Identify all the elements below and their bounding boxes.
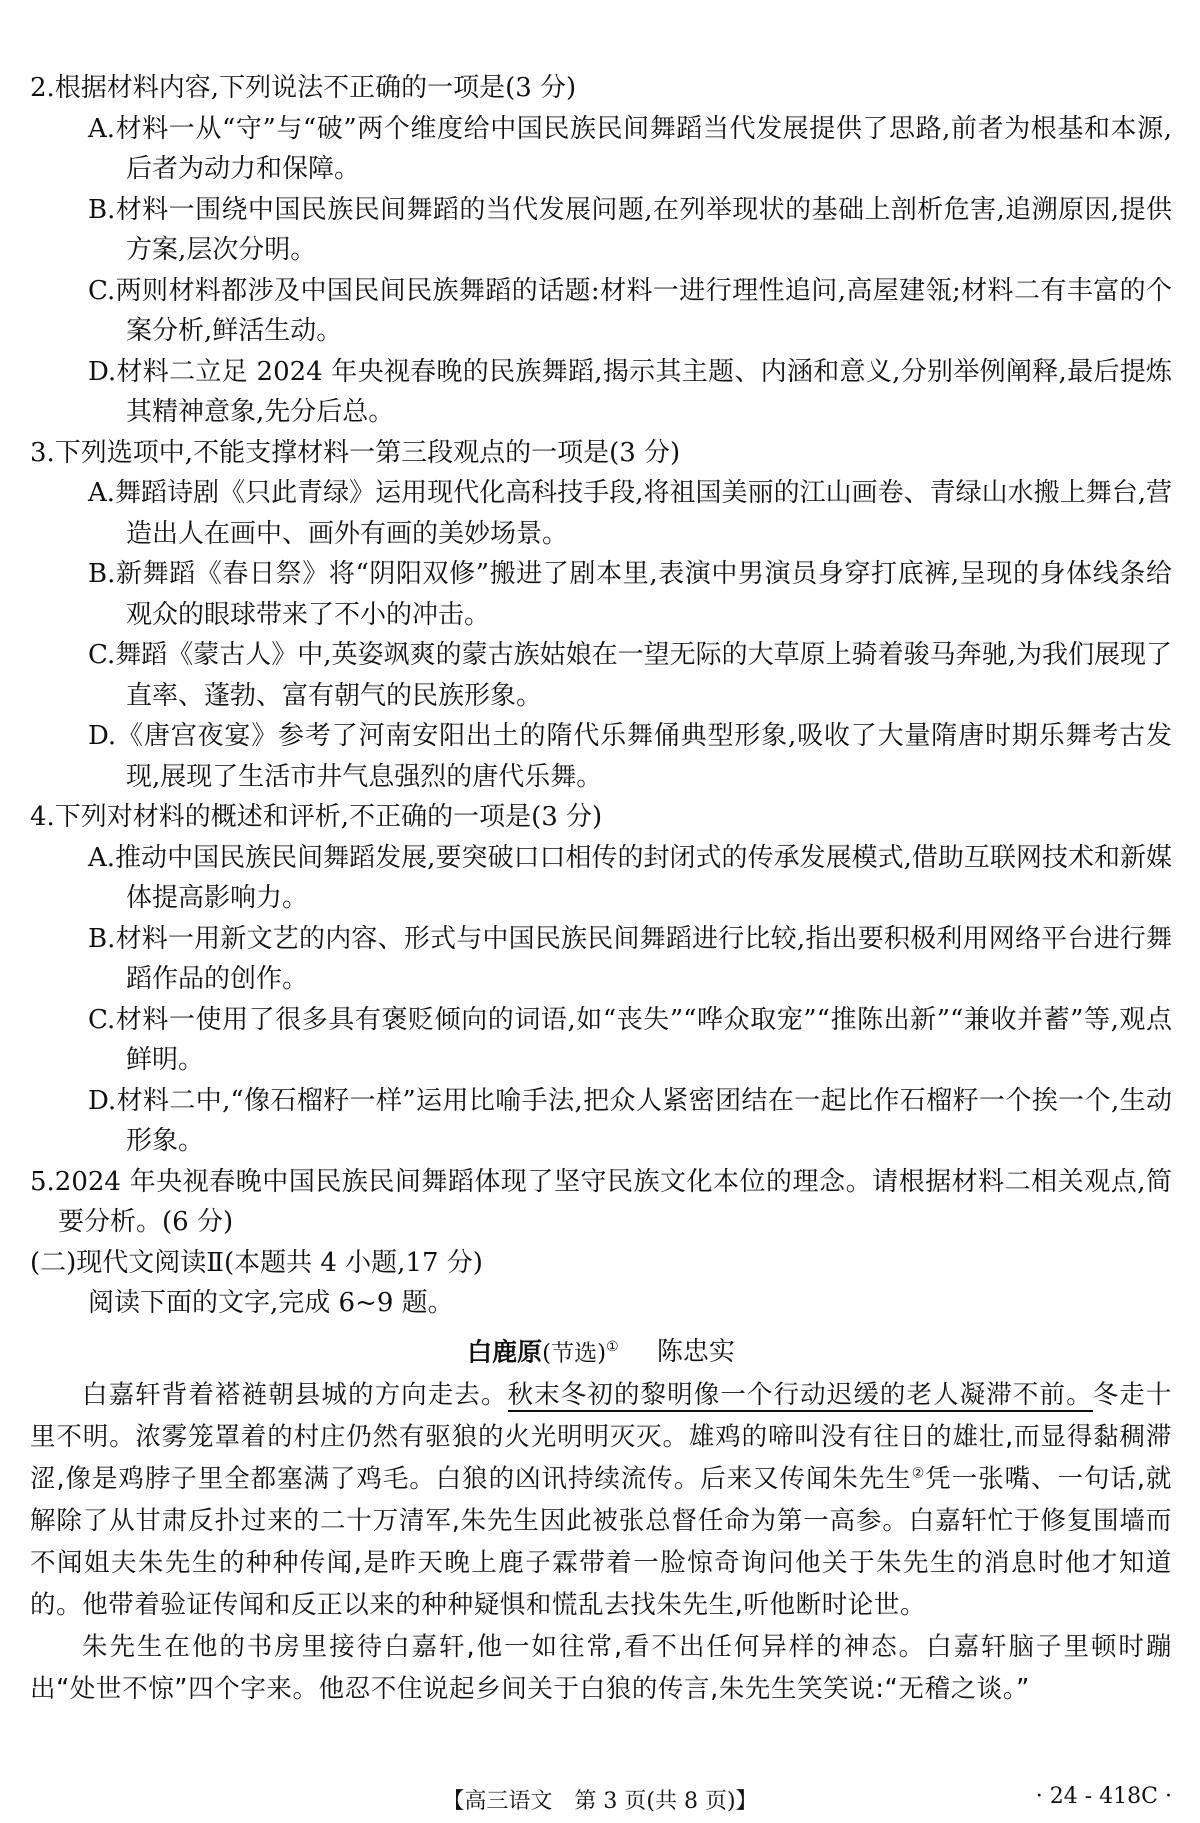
- underlined-sentence: 秋末冬初的黎明像一个行动迟缓的老人凝滞不前。: [507, 1380, 1093, 1411]
- question-stem: 5.2024 年央视春晚中国民族民间舞蹈体现了坚守民族文化本位的理念。请根据材料二相关观点,简要分析。(6 分): [30, 1166, 1172, 1237]
- option-d: D.材料二立足 2024 年央视春晚的民族舞蹈,揭示其主题、内涵和意义,分别举例阐释,最后提炼其精神意象,先分后总。: [88, 356, 1172, 427]
- section-heading: (二)现代文阅读Ⅱ(本题共 4 小题,17 分): [30, 1247, 483, 1278]
- question-4: [30, 797, 1172, 1162]
- option-d: D.《唐宫夜宴》参考了河南安阳出土的隋代乐舞俑典型形象,吸收了大量隋唐时期乐舞考古发现,展现了生活市井气息强烈的唐代乐舞。: [88, 721, 1172, 792]
- option-c: C.材料一使用了很多具有褒贬倾向的词语,如“丧失”“哗众取宠”“推陈出新”“兼收并蓄”等,观点鲜明。: [88, 1004, 1172, 1075]
- option-c: C.两则材料都涉及中国民间民族舞蹈的话题:材料一进行理性追问,高屋建瓴;材料二有丰富的个案分析,鲜活生动。: [88, 275, 1172, 346]
- footer-page-info: 【高三语文 第 3 页(共 8 页)】: [442, 1789, 758, 1814]
- question-stem: 2.根据材料内容,下列说法不正确的一项是(3 分): [30, 73, 577, 103]
- option-b: B.材料一围绕中国民族民间舞蹈的当代发展问题,在列举现状的基础上剖析危害,追溯原因,提供方案,层次分明。: [88, 194, 1172, 265]
- option-b: B.新舞蹈《春日祭》将“阴阳双修”搬进了剧本里,表演中男演员身穿打底裤,呈现的身体线条给观众的眼球带来了不小的冲击。: [88, 559, 1172, 630]
- option-a: A.推动中国民族民间舞蹈发展,要突破口口相传的封闭式的传承发展模式,借助互联网技术和新媒体提高影响力。: [88, 842, 1172, 913]
- section-instruction: 阅读下面的文字,完成 6~9 题。: [88, 1288, 454, 1318]
- passage-text: 冬走十里不明。浓雾笼罩着的村庄仍然有驱狼的火光明明灭灭。雄鸡的啼叫没有往日的雄壮,而显得黏稠滞涩,像是鸡脖子里全都塞满了鸡毛。白狼的凶讯持续流传。后来又传闻朱先生: [30, 1380, 1172, 1495]
- question-3: [30, 433, 1172, 798]
- title-footnote-marker: ①: [606, 1338, 619, 1355]
- footer-paper-code: · 24 - 418C ·: [1035, 1784, 1172, 1809]
- question-stem: 4.下列对材料的概述和评析,不正确的一项是(3 分): [30, 802, 603, 832]
- option-a: A.舞蹈诗剧《只此青绿》运用现代化高科技手段,将祖国美丽的江山画卷、青绿山水搬上舞台,营造出人在画中、画外有画的美妙场景。: [88, 478, 1172, 549]
- passage-text: 凭一张嘴、一句话,就解除了从甘肃反扑过来的二十万清军,朱先生因此被张总督任命为第一高参。白嘉轩忙于修复围墙而不闻姐夫朱先生的种种传闻,是昨天晚上鹿子霖带着一脸惊奇询问他关于朱先生的消息时他才知道的。他带着验证传闻和反正以来的种种疑惧和慌乱去找朱先生,听他断时论世。: [30, 1464, 1173, 1621]
- page-content: [30, 68, 1172, 1710]
- passage-body: [30, 1374, 1172, 1710]
- question-5: [30, 1162, 1172, 1243]
- option-c: C.舞蹈《蒙古人》中,英姿飒爽的蒙古族姑娘在一望无际的大草原上骑着骏马奔驰,为我们展现了直率、蓬勃、富有朝气的民族形象。: [88, 640, 1172, 711]
- passage-title-note: (节选): [542, 1340, 607, 1367]
- passage-title: 白鹿原: [467, 1337, 543, 1367]
- question-stem: 3.下列选项中,不能支撑材料一第三段观点的一项是(3 分): [30, 437, 681, 468]
- option-a: A.材料一从“守”与“破”两个维度给中国民族民间舞蹈当代发展提供了思路,前者为根基和本源,后者为动力和保障。: [88, 113, 1172, 184]
- question-2: [30, 68, 1172, 433]
- page-footer: [0, 1776, 1200, 1816]
- passage-text: 白嘉轩背着褡裢朝县城的方向走去。: [82, 1380, 508, 1411]
- option-d: D.材料二中,“像石榴籽一样”运用比喻手法,把众人紧密团结在一起比作石榴籽一个挨一个,生动形象。: [88, 1085, 1172, 1156]
- footnote-marker: ②: [911, 1465, 926, 1482]
- option-b: B.材料一用新文艺的内容、形式与中国民族民间舞蹈进行比较,指出要积极利用网络平台进行舞蹈作品的创作。: [88, 923, 1172, 994]
- passage-paragraph-2: 朱先生在他的书房里接待白嘉轩,他一如往常,看不出任何异样的神态。白嘉轩脑子里顿时蹦出“处世不惊”四个字来。他忍不住说起乡间关于白狼的传言,朱先生笑笑说:“无稽之谈。”: [30, 1632, 1172, 1705]
- passage-author: 陈忠实: [656, 1337, 735, 1368]
- passage-paragraph-1: [30, 1374, 1172, 1626]
- passage-title-row: [30, 1326, 1172, 1375]
